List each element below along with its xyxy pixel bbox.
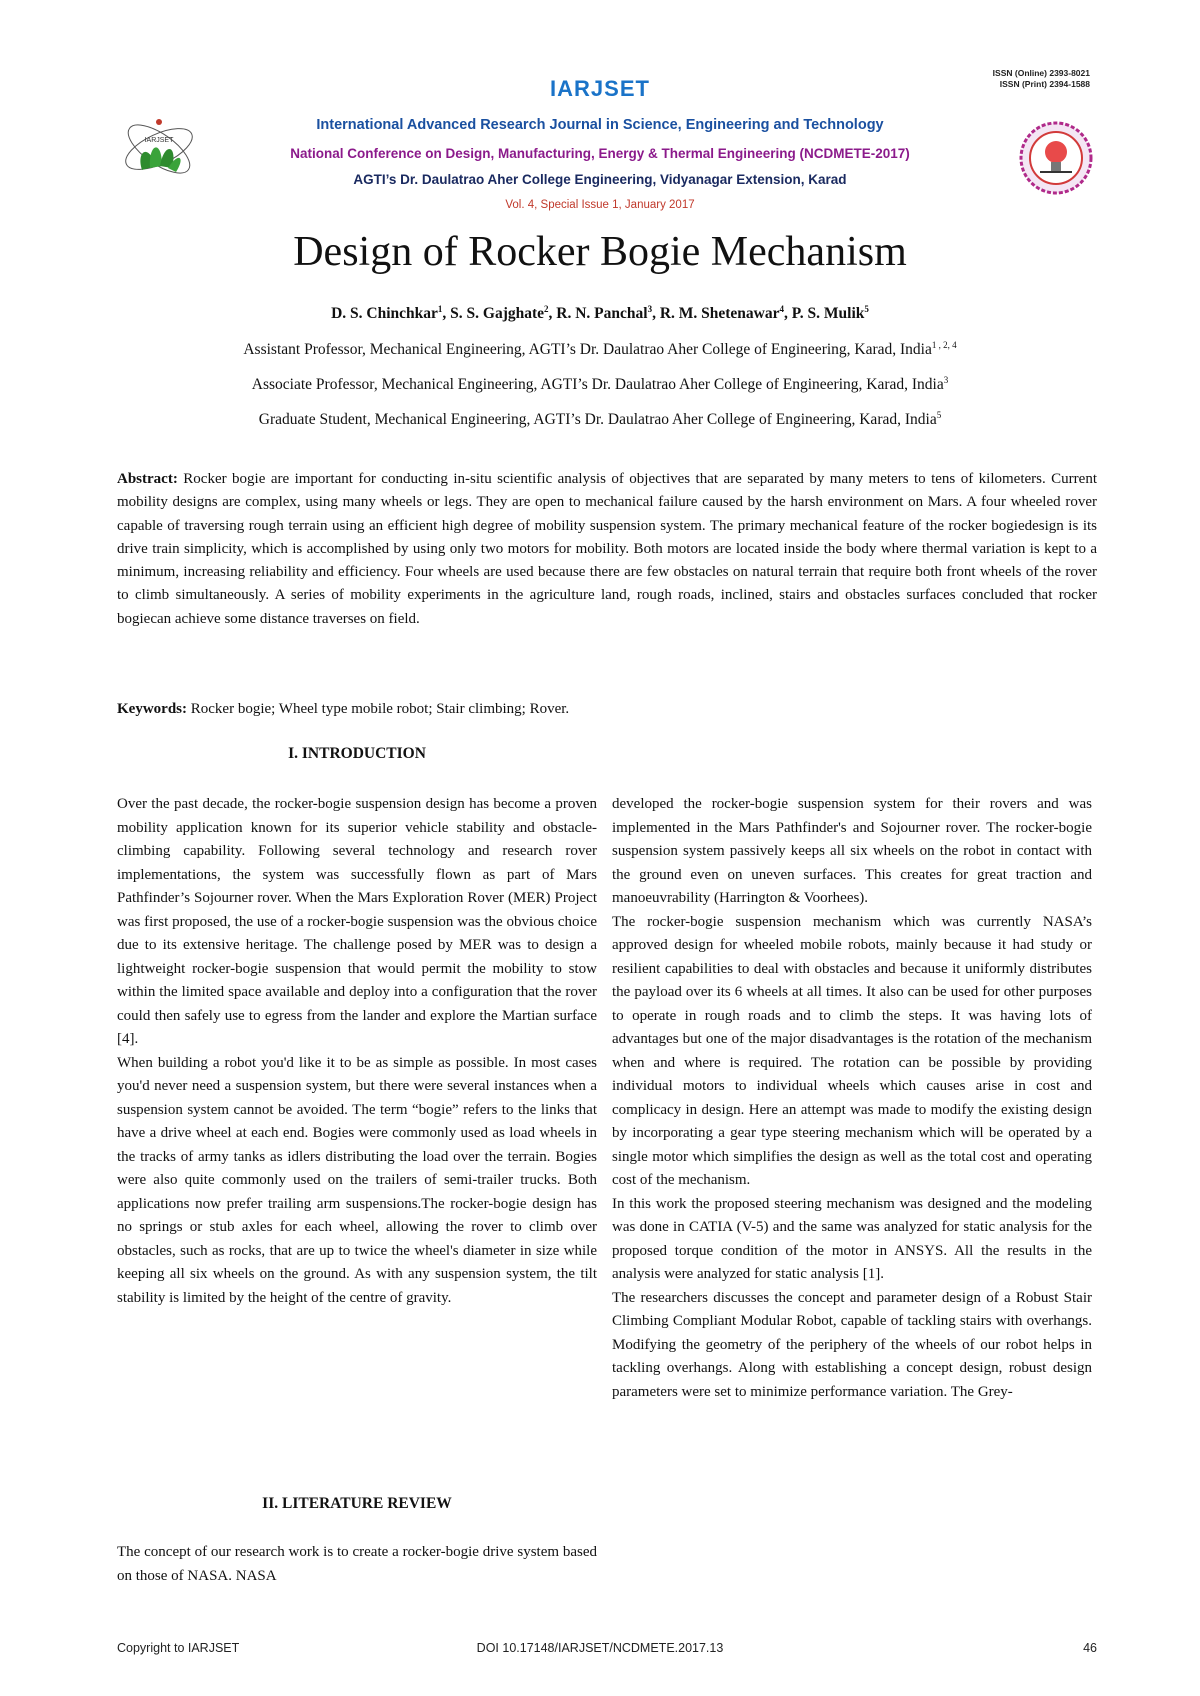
author: R. M. Shetenawar [659,305,780,323]
abstract-text: Rocker bogie are important for conducting in-situ scientific analysis of objectives that are separated by many meters to tens of kilometers. Current mobility designs are complex, using many wheels or legs. They are open to mechanical failure caused by the harsh environment on Mars. A four wheeled rover capable of traversing rough terrain using an efficient high degree of mobility suspension system. The primary mechanical feature of the rocker bogiedesign is its drive train simplicity, which is accomplished by using only two motors for mobility. Both motors are located inside the body where thermal variation is kept to a minimum, increasing reliability and efficiency. Four wheels are used because there are few obstacles on natural terrain that require both front wheels of the rover to climb simultaneously. A series of mobility experiments in the agriculture land, rough roads, inclined, stairs and obstacles surfaces concluded that rocker bogiecan achieve some distance traverses on field. [117,471,1097,627]
author-list: D. S. Chinchkar$^1$, S. S. Gajghate$^2$, R. N. Panchal$^3$, R. M. Shetenawar$^4$, P. S. Mulik$^5$ [331,304,869,323]
issn-online: ISSN (Online) 2393-8021 [992,68,1090,78]
volume-issue: Vol. 4, Special Issue 1, January 2017 [505,199,695,211]
affiliation: Associate Professor, Mechanical Engineering, AGTI’s Dr. Daulatrao Aher College of Engineering, Karad, India$^3$ [251,375,949,394]
author: D. S. Chinchkar [331,305,438,323]
footer-doi: DOI 10.17148/IARJSET/NCDMETE.2017.13 [476,1641,724,1655]
author: S. S. Gajghate [450,305,545,323]
paragraph: When building a robot you'd like it to be as simple as possible. In most cases you'd never need a suspension system, but there were several instances when a suspension system cannot be avoided. The term “bogie” refers to the links that have a drive wheel at each end. Bogies were commonly used as load wheels in the tracks of army tanks as idlers distributing the load over the terrain. Bogies were also quite commonly used on the trailers of semi-trailer trucks. Both applications now prefer trailing arm suspensions.The rocker-bogie design has no springs or stub axles for each wheel, allowing the rover to climb over obstacles, such as rocks, that are up to twice the wheel's diameter in size while keeping all six wheels on the ground. As with any suspension system, the tilt stability is limited by the height of the centre of gravity. [117,1054,597,1306]
left-column [117,793,597,1310]
paragraph: In this work the proposed steering mechanism was designed and the modeling was done in CATIA (V-5) and the same was analyzed for static analysis for the proposed torque condition of the motor in ANSYS. All the results in the analysis were analyzed for static analysis [1]. [612,1195,1092,1282]
affiliation: Assistant Professor, Mechanical Engineering, AGTI’s Dr. Daulatrao Aher College of Engineering, Karad, India$^{1 , 2, 4}$ [243,340,957,359]
paragraph: developed the rocker-bogie suspension system for their rovers and was implemented in the Mars Pathfinder's and Sojourner rover. The rocker-bogie suspension system passively keeps all six wheels on the robot in contact with the ground even on uneven surfaces. This creates for great traction and manoeuvrability (Harrington & Voorhees). [612,796,1092,906]
footer-page-number: 46 [1083,1641,1097,1655]
issn-block [960,68,1090,90]
journal-name: IARJSET [550,76,650,101]
footer-copyright: Copyright to IARJSET [117,1641,240,1655]
paper-title: Design of Rocker Bogie Mechanism [293,229,907,275]
abstract-label: Abstract: [117,471,178,487]
affiliation: Graduate Student, Mechanical Engineering, AGTI’s Dr. Daulatrao Aher College of Engineering, Karad, India$^5$ [258,410,942,429]
left-column-continued [117,1541,597,1588]
issn-print: ISSN (Print) 2394-1588 [999,79,1090,89]
keywords-text: Rocker bogie; Wheel type mobile robot; Stair climbing; Rover. [190,701,570,717]
abstract [117,468,1097,631]
paragraph: The concept of our research work is to create a rocker-bogie drive system based on those of NASA. NASA [117,1544,597,1584]
right-column [612,793,1092,1404]
section-heading-introduction: I. INTRODUCTION [288,745,426,762]
paragraph: Over the past decade, the rocker-bogie suspension design has become a proven mobility application known for its superior vehicle stability and obstacle-climbing capability. Following several technology and research rover implementations, the system was successfully flown as part of Mars Pathfinder’s Sojourner rover. When the Mars Exploration Rover (MER) Project was first proposed, the use of a rocker-bogie suspension was the obvious choice due to its extensive heritage. The challenge posed by MER was to design a lightweight rocker-bogie suspension that would permit the mobility to stow within the limited space available and deploy into a configuration that the rover could then safely use to egress from the lander and explore the Martian surface [4]. [117,796,597,1047]
author: P. S. Mulik [791,305,865,323]
paragraph: The researchers discusses the concept and parameter design of a Robust Stair Climbing Compliant Modular Robot, capable of tackling stairs with overhangs. Modifying the geometry of the periphery of the wheels of our robot helps in tackling overhangs. Along with establishing a concept design, robust design parameters were set to minimize performance variation. The Grey- [612,1289,1092,1400]
paragraph: The rocker-bogie suspension mechanism which was currently NASA’s approved design for wheeled mobile robots, mainly because it had study or resilient capabilities to deal with obstacles and because it uniformly distributes the payload over its 6 wheels at all times. It also can be used for other purposes to operate in rough roads and to climb the steps. It was having lots of advantages but one of the major disadvantages is the rotation of the mechanism when and where is required. The rotation can be possible by providing individual motors to individual wheels which causes arise in cost and complicacy in design. Here an attempt was made to modify the existing design by incorporating a gear type steering mechanism which will be operated by a single motor which simplifies the design as well as the total cost and operating cost of the mechanism. [612,913,1092,1188]
conference-name: National Conference on Design, Manufacturing, Energy & Thermal Engineering (NCDMETE-2017) [290,146,910,161]
author: R. N. Panchal [556,305,648,323]
section-heading-literature-review: II. LITERATURE REVIEW [262,1495,452,1512]
journal-full-name: International Advanced Research Journal in Science, Engineering and Technology [316,117,884,133]
keywords-label: Keywords: [117,701,187,717]
logo-left-text: IARJSET [144,137,174,144]
college-name: AGTI’s Dr. Daulatrao Aher College Engineering, Vidyanagar Extension, Karad [353,172,847,187]
keywords [117,701,1097,718]
